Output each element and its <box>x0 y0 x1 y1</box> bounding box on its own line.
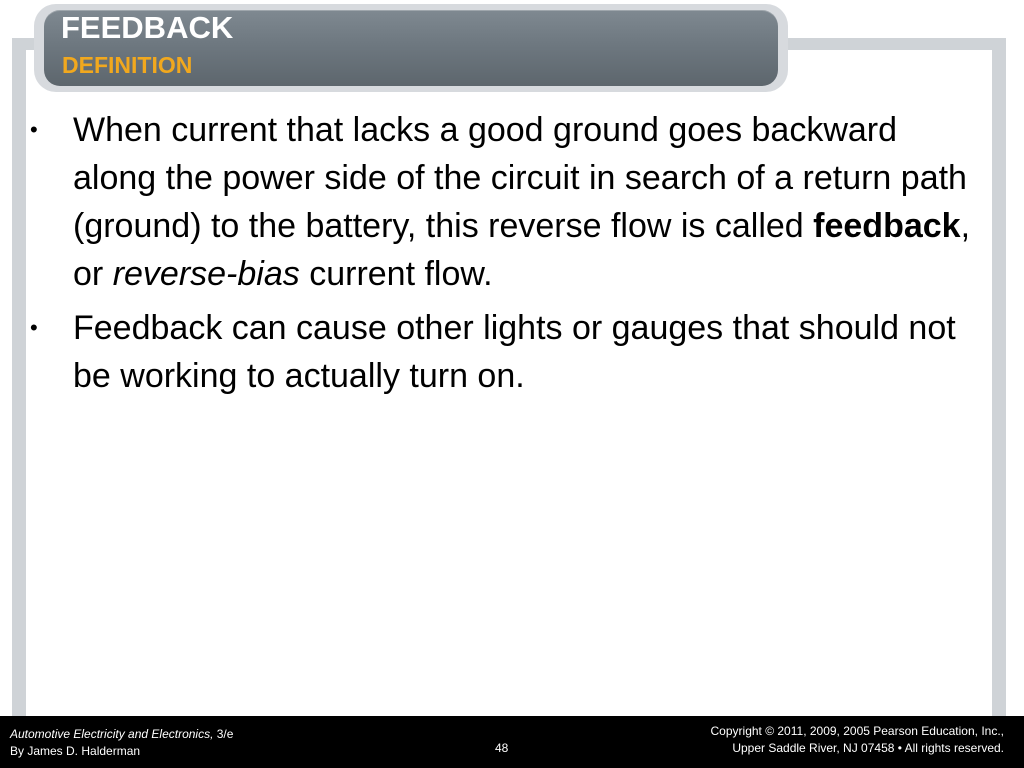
footer-page-number: 48 <box>495 741 509 755</box>
footer-book-title: Automotive Electricity and Electronics, <box>10 727 214 741</box>
bullet-text-part: current flow. <box>299 255 493 293</box>
frame-right-border <box>992 40 1006 716</box>
slide-footer <box>0 716 1024 768</box>
bullet-item <box>30 304 980 400</box>
bullet-text-part: , or <box>73 207 971 293</box>
bullet-text <box>73 111 970 293</box>
footer-edition: 3/e <box>213 727 234 741</box>
bullet-italic-term: reverse-bias <box>112 255 300 293</box>
frame-top-right-border <box>780 38 1006 50</box>
slide-content <box>30 106 980 406</box>
bullet-bold-term: feedback <box>813 207 961 245</box>
bullet-text: Feedback can cause other lights or gauges that should not be working to actually turn on. <box>73 309 956 395</box>
bullet-item <box>30 106 980 298</box>
bullet-text-part: When current that lacks a good ground goes backward along the power side of the circuit in search of a return path (ground) to the battery, this reverse flow is called <box>73 111 967 245</box>
footer-book-title-line <box>10 726 233 743</box>
footer-copyright-line2: Upper Saddle River, NJ 07458 • All rights reserved. <box>732 741 1004 755</box>
footer-copyright <box>711 723 1004 757</box>
slide-title: FEEDBACK <box>61 10 234 45</box>
bullet-icon: • <box>30 117 38 142</box>
slide-subtitle: DEFINITION <box>62 52 193 78</box>
frame-left-border <box>12 40 26 716</box>
footer-author: By James D. Halderman <box>10 744 141 758</box>
footer-copyright-line1: Copyright © 2011, 2009, 2005 Pearson Education, Inc., <box>710 724 1004 738</box>
bullet-icon: • <box>30 315 38 340</box>
footer-book-info <box>10 726 233 760</box>
